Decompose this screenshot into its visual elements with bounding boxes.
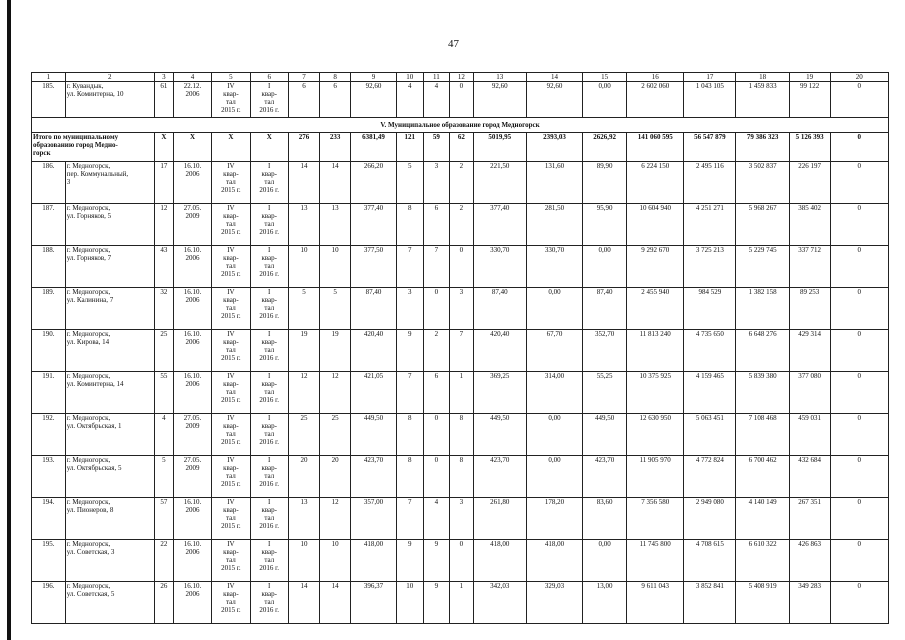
table-cell: 449,50 [473,414,526,456]
table-cell: 357,00 [351,498,397,540]
table-cell: 17 [154,162,173,204]
total-cell: 2626,92 [583,133,627,162]
table-cell: 9 [397,330,424,372]
table-cell: 377,40 [473,204,526,246]
table-cell: 6 648 276 [736,330,789,372]
table-cell: 20 [288,456,320,498]
table-cell: 0 [830,498,888,540]
table-cell: 10 [320,246,351,288]
header-cell: 6 [250,73,288,82]
table-cell: 8 [397,414,424,456]
table-cell: 4 159 465 [684,372,736,414]
header-cell: 14 [526,73,582,82]
table-row [32,246,889,288]
table-cell: 25 [154,330,173,372]
section-row [32,118,889,133]
table-cell: IV квар- тал 2015 г. [211,372,250,414]
table-cell: 178,20 [526,498,582,540]
table-row [32,330,889,372]
header-cell: 1 [32,73,66,82]
table-cell: 25 [320,414,351,456]
total-label: Итого по муниципальному образованию город Медно- горск [32,133,155,162]
table-cell: 4 140 149 [736,498,789,540]
table-cell: 0 [830,414,888,456]
table-cell: 1 043 105 [684,82,736,118]
table-cell: 314,00 [526,372,582,414]
table-cell: 13 [320,204,351,246]
table-cell: 16.10. 2006 [174,498,212,540]
header-cell: 5 [211,73,250,82]
table-cell: 9 [397,540,424,582]
table-cell: 186. [32,162,66,204]
table-cell: 55 [154,372,173,414]
table-cell: 7 [397,372,424,414]
table-cell: 0,00 [526,456,582,498]
table-cell: I квар- тал 2016 г. [250,82,288,118]
header-cell: 16 [627,73,684,82]
table-cell: 3 [450,498,474,540]
table-cell: 4 [423,498,450,540]
table-cell: 221,50 [473,162,526,204]
table-cell: 87,40 [473,288,526,330]
table-cell: 189. [32,288,66,330]
table-cell: I квар- тал 2016 г. [250,582,288,624]
table-cell: 191. [32,372,66,414]
table-cell: 14 [320,582,351,624]
table-cell: 4 251 271 [684,204,736,246]
table-cell: I квар- тал 2016 г. [250,162,288,204]
table-cell: 377,50 [351,246,397,288]
table-cell: 5 [154,456,173,498]
table-cell: IV квар- тал 2015 г. [211,330,250,372]
table-cell: 0 [423,456,450,498]
table-cell: г. Медногорск, ул. Советская, 3 [65,540,154,582]
table-cell: 423,70 [583,456,627,498]
table-cell: 43 [154,246,173,288]
table-cell: 0 [450,246,474,288]
table-cell: 11 813 240 [627,330,684,372]
table-cell: 330,70 [526,246,582,288]
table-cell: 12 [154,204,173,246]
table-cell: 8 [397,456,424,498]
table-cell: 9 [423,540,450,582]
table-cell: 3 852 841 [684,582,736,624]
total-cell: 5019,95 [473,133,526,162]
table-cell: 19 [320,330,351,372]
table-cell: IV квар- тал 2015 г. [211,456,250,498]
table-cell: 396,37 [351,582,397,624]
header-cell: 9 [351,73,397,82]
table-row [32,162,889,204]
table-cell: IV квар- тал 2015 г. [211,82,250,118]
table-cell: 0,00 [583,82,627,118]
table-cell: 6 610 322 [736,540,789,582]
table-cell: 9 611 043 [627,582,684,624]
header-cell: 10 [397,73,424,82]
table-cell: 281,50 [526,204,582,246]
table-cell: г. Медногорск, ул. Октябрьская, 1 [65,414,154,456]
table-cell: IV квар- тал 2015 г. [211,246,250,288]
header-cell: 12 [450,73,474,82]
table-cell: 4 708 615 [684,540,736,582]
table-cell: 7 [397,498,424,540]
table-cell: 196. [32,582,66,624]
table-cell: 7 [450,330,474,372]
table-cell: 13 [288,498,320,540]
table-cell: г. Медногорск, ул. Горняков, 5 [65,204,154,246]
table-cell: 7 [423,246,450,288]
table-cell: 432 684 [789,456,830,498]
header-cell: 15 [583,73,627,82]
table-cell: I квар- тал 2016 г. [250,246,288,288]
table-cell: 87,40 [583,288,627,330]
header-cell: 7 [288,73,320,82]
table-cell: 12 [288,372,320,414]
table-cell: 16.10. 2006 [174,540,212,582]
table-cell: 11 745 800 [627,540,684,582]
table-cell: 2 495 116 [684,162,736,204]
header-cell: 20 [830,73,888,82]
total-cell: 233 [320,133,351,162]
table-cell: 7 108 468 [736,414,789,456]
table-cell: 2 [450,162,474,204]
table-cell: 3 502 837 [736,162,789,204]
table-cell: 352,70 [583,330,627,372]
table-cell: IV квар- тал 2015 г. [211,204,250,246]
header-cell: 17 [684,73,736,82]
table-cell: I квар- тал 2016 г. [250,540,288,582]
table-cell: 423,70 [473,456,526,498]
table-cell: I квар- тал 2016 г. [250,414,288,456]
table-cell: 2 949 080 [684,498,736,540]
table-cell: 3 [423,162,450,204]
table-cell: 349 283 [789,582,830,624]
table-cell: I квар- тал 2016 г. [250,456,288,498]
table-cell: г. Медногорск, ул. Пионеров, 8 [65,498,154,540]
total-cell: 62 [450,133,474,162]
total-cell: 0 [830,133,888,162]
table-cell: 14 [288,582,320,624]
table-cell: 0 [830,330,888,372]
total-cell: 6381,49 [351,133,397,162]
table-cell: 377 080 [789,372,830,414]
table-cell: 6 700 462 [736,456,789,498]
header-row [32,73,889,82]
table-cell: 8 [397,204,424,246]
table-cell: I квар- тал 2016 г. [250,330,288,372]
table-row [32,288,889,330]
total-cell: 121 [397,133,424,162]
table-cell: 27.05. 2009 [174,414,212,456]
table-cell: 420,40 [351,330,397,372]
table-cell: 194. [32,498,66,540]
table-cell: 16.10. 2006 [174,246,212,288]
table-cell: IV квар- тал 2015 г. [211,162,250,204]
table-cell: 0 [830,582,888,624]
table-cell: 0,00 [583,246,627,288]
total-cell: 5 126 393 [789,133,830,162]
table-cell: 89,90 [583,162,627,204]
table-cell: 92,60 [351,82,397,118]
table-cell: 185. [32,82,66,118]
table-cell: 266,20 [351,162,397,204]
table-cell: IV квар- тал 2015 г. [211,540,250,582]
table-cell: 5 [320,288,351,330]
table-cell: 61 [154,82,173,118]
table-cell: 459 031 [789,414,830,456]
table-cell: I квар- тал 2016 г. [250,288,288,330]
table-cell: 20 [320,456,351,498]
table-cell: 16.10. 2006 [174,162,212,204]
table-cell: 55,25 [583,372,627,414]
total-cell: 141 060 595 [627,133,684,162]
housing-program-table [31,72,889,624]
table-cell: 0,00 [526,288,582,330]
table-row [32,498,889,540]
table-cell: 87,40 [351,288,397,330]
total-cell: X [211,133,250,162]
table-cell: 10 604 940 [627,204,684,246]
table-cell: 10 [288,540,320,582]
table-cell: 25 [288,414,320,456]
table-cell: 9 [423,582,450,624]
table-cell: 0 [423,414,450,456]
table-cell: 89 253 [789,288,830,330]
header-cell: 11 [423,73,450,82]
table-cell: 13 [288,204,320,246]
table-row [32,540,889,582]
table-cell: 0 [830,456,888,498]
table-cell: г. Медногорск, ул. Кирова, 14 [65,330,154,372]
table-cell: 16.10. 2006 [174,288,212,330]
table-cell: 4 735 650 [684,330,736,372]
table-cell: 92,60 [473,82,526,118]
table-cell: 1 [450,582,474,624]
table-cell: 0 [830,162,888,204]
table-cell: 5 968 267 [736,204,789,246]
table-cell: 67,70 [526,330,582,372]
table-cell: 0 [450,82,474,118]
header-cell: 19 [789,73,830,82]
table-cell: 12 630 950 [627,414,684,456]
table-cell: 22 [154,540,173,582]
table-cell: 226 197 [789,162,830,204]
table-cell: 2 [450,204,474,246]
table-cell: I квар- тал 2016 г. [250,372,288,414]
table-cell: 449,50 [351,414,397,456]
table-cell: 22.12. 2006 [174,82,212,118]
table-cell: 10 [320,540,351,582]
table-cell: 984 529 [684,288,736,330]
table-cell: IV квар- тал 2015 г. [211,498,250,540]
table-cell: 6 224 150 [627,162,684,204]
table-cell: 10 375 925 [627,372,684,414]
table-cell: 11 905 970 [627,456,684,498]
header-cell: 8 [320,73,351,82]
table-cell: 7 [397,246,424,288]
table-cell: I квар- тал 2016 г. [250,498,288,540]
table-cell: 4 [397,82,424,118]
total-cell: X [174,133,212,162]
table-cell: 330,70 [473,246,526,288]
total-cell: X [250,133,288,162]
table-cell: 0 [830,372,888,414]
header-cell: 13 [473,73,526,82]
table-cell: г. Медногорск, ул. Советская, 5 [65,582,154,624]
binder-edge [7,0,11,640]
table-cell: 8 [450,414,474,456]
table-cell: 385 402 [789,204,830,246]
table-cell: 418,00 [473,540,526,582]
table-cell: 5 408 919 [736,582,789,624]
table-cell: 14 [288,162,320,204]
table-cell: 1 [450,372,474,414]
table-cell: 261,80 [473,498,526,540]
header-cell: 2 [65,73,154,82]
table-cell: 1 459 833 [736,82,789,118]
total-cell: 2393,03 [526,133,582,162]
table-cell: 5 [397,162,424,204]
table-cell: 6 [320,82,351,118]
table-cell: 337 712 [789,246,830,288]
table-cell: IV квар- тал 2015 г. [211,582,250,624]
table-cell: 6 [288,82,320,118]
table-cell: 26 [154,582,173,624]
table-cell: 429 314 [789,330,830,372]
table-cell: 13,00 [583,582,627,624]
table-cell: 418,00 [351,540,397,582]
table-cell: 329,03 [526,582,582,624]
table-cell: 8 [450,456,474,498]
table-cell: 0,00 [526,414,582,456]
table-cell: 188. [32,246,66,288]
table-cell: 16.10. 2006 [174,330,212,372]
table-cell: 12 [320,498,351,540]
table-cell: 3 [450,288,474,330]
table-row [32,372,889,414]
total-cell: 276 [288,133,320,162]
table-cell: 57 [154,498,173,540]
table-cell: 426 863 [789,540,830,582]
header-cell: 18 [736,73,789,82]
table-row [32,204,889,246]
table-cell: 6 [423,204,450,246]
table-cell: IV квар- тал 2015 г. [211,288,250,330]
table-cell: 16.10. 2006 [174,372,212,414]
table-cell: 27.05. 2009 [174,204,212,246]
table-cell: 418,00 [526,540,582,582]
table-row [32,582,889,624]
table-cell: 421,05 [351,372,397,414]
total-row [32,133,889,162]
table-cell: 3 725 213 [684,246,736,288]
table-cell: 0 [450,540,474,582]
table-cell: 423,70 [351,456,397,498]
table-cell: 195. [32,540,66,582]
table-cell: 10 [288,246,320,288]
table-cell: г. Медногорск, ул. Горняков, 7 [65,246,154,288]
table-cell: 5 229 745 [736,246,789,288]
table-cell: 12 [320,372,351,414]
total-cell: 59 [423,133,450,162]
total-cell: 79 386 323 [736,133,789,162]
table-cell: 369,25 [473,372,526,414]
table-cell: 0 [830,246,888,288]
table-cell: 4 [423,82,450,118]
total-cell: X [154,133,173,162]
table-cell: 131,60 [526,162,582,204]
table-cell: 192. [32,414,66,456]
table-cell: 9 292 670 [627,246,684,288]
table-cell: 5 063 451 [684,414,736,456]
table-cell: 2 [423,330,450,372]
table-cell: 2 455 940 [627,288,684,330]
table-cell: 32 [154,288,173,330]
table-cell: 0 [423,288,450,330]
table-cell: г. Медногорск, ул. Калинина, 7 [65,288,154,330]
header-cell: 4 [174,73,212,82]
table-cell: 5 [288,288,320,330]
table-cell: 83,60 [583,498,627,540]
table-cell: 0 [830,204,888,246]
table-cell: 377,40 [351,204,397,246]
section-title: V. Муниципальное образование город Медногорск [32,118,889,133]
table-cell: 14 [320,162,351,204]
table-cell: 420,40 [473,330,526,372]
table-cell: 5 839 380 [736,372,789,414]
table-cell: 27.05. 2009 [174,456,212,498]
table-cell: г. Кувандык, ул. Коминтерна, 10 [65,82,154,118]
header-cell: 3 [154,73,173,82]
table-cell: 19 [288,330,320,372]
table-cell: 7 356 580 [627,498,684,540]
table-cell: г. Медногорск, ул. Октябрьская, 5 [65,456,154,498]
page-number: 47 [448,38,459,50]
table-cell: I квар- тал 2016 г. [250,204,288,246]
table-cell: 0 [830,288,888,330]
table-cell: 3 [397,288,424,330]
table-cell: 99 122 [789,82,830,118]
table-cell: 4 772 824 [684,456,736,498]
total-cell: 56 547 879 [684,133,736,162]
table-cell: 193. [32,456,66,498]
table-cell: 92,60 [526,82,582,118]
table-cell: 2 602 060 [627,82,684,118]
table-cell: 190. [32,330,66,372]
table-cell: 0 [830,540,888,582]
table-cell: 95,90 [583,204,627,246]
table-cell: 0,00 [583,540,627,582]
table-cell: IV квар- тал 2015 г. [211,414,250,456]
table-row [32,82,889,118]
table-row [32,414,889,456]
table-cell: 187. [32,204,66,246]
table-cell: 16.10. 2006 [174,582,212,624]
table-cell: 267 351 [789,498,830,540]
table-cell: 6 [423,372,450,414]
table-row [32,456,889,498]
table-cell: 10 [397,582,424,624]
table-cell: 4 [154,414,173,456]
table-cell: г. Медногорск, ул. Коминтерна, 14 [65,372,154,414]
table-cell: 342,03 [473,582,526,624]
table-cell: 0 [830,82,888,118]
table-cell: г. Медногорск, пер. Коммунальный, 3 [65,162,154,204]
table-cell: 449,50 [583,414,627,456]
table-cell: 1 382 158 [736,288,789,330]
